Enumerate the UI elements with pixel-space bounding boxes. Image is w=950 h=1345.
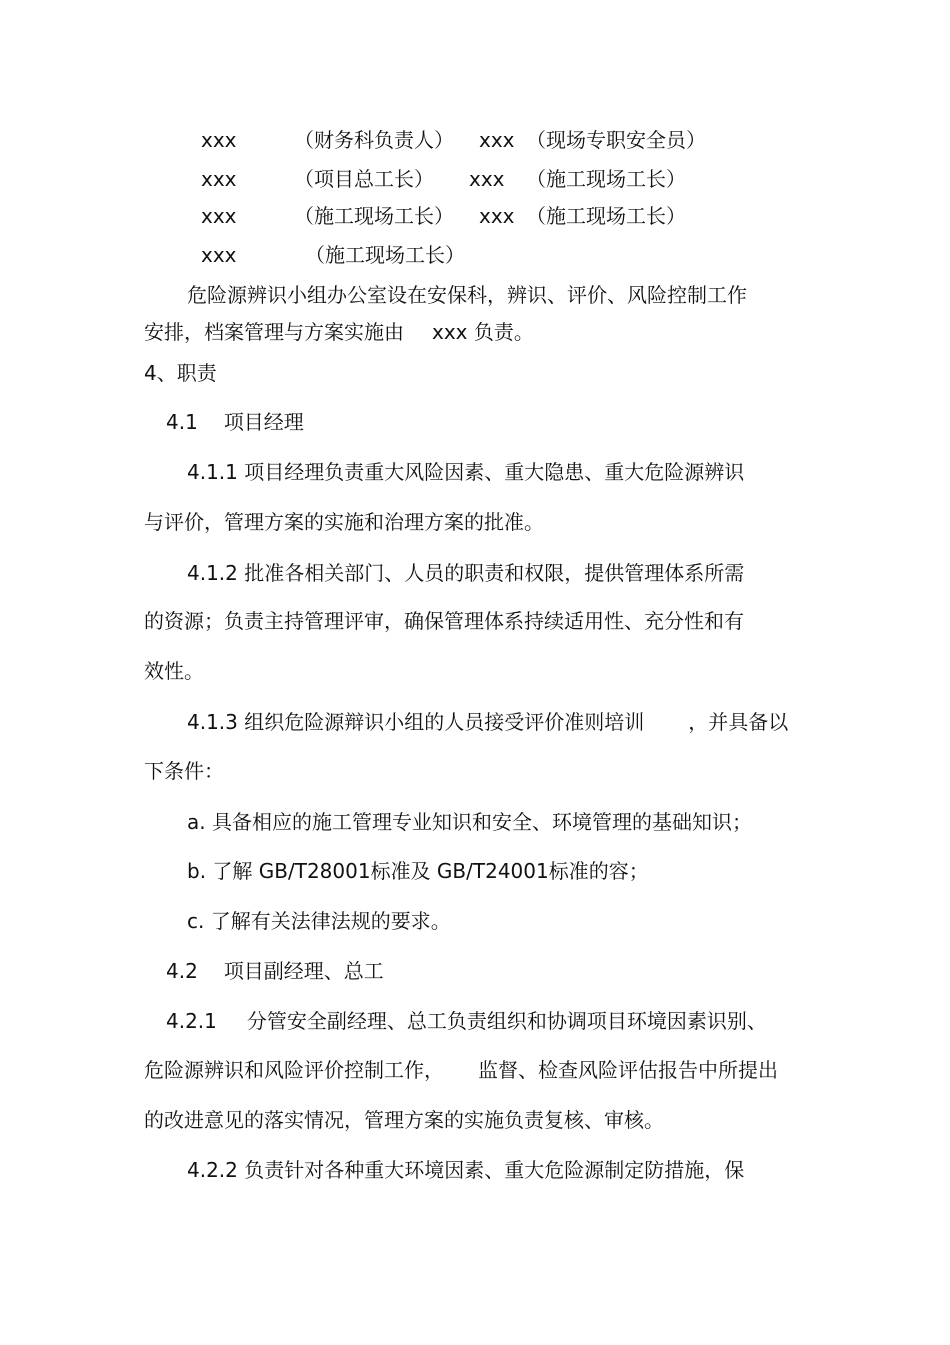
staff-role: （施工现场工长）: [526, 167, 686, 191]
staff-name: xxx: [201, 167, 237, 191]
office-text: 安排，档案管理与方案实施由: [144, 320, 404, 344]
staff-role: （施工现场工长）: [305, 243, 465, 267]
subsection-title: 项目经理: [223, 410, 304, 434]
staff-name: xxx: [479, 204, 515, 228]
paragraph-text: ，并具备以: [688, 710, 789, 734]
staff-name: xxx: [479, 128, 515, 152]
subsection-number: 4.2: [166, 959, 198, 983]
subsection-title: 项目副经理、总工: [223, 959, 384, 983]
staff-role: （财务科负责人）: [294, 128, 454, 152]
list-item: c. 了解有关法律法规的要求。: [187, 909, 451, 933]
staff-role: （施工现场工长）: [526, 204, 686, 228]
office-text: xxx 负责。: [432, 320, 534, 344]
paragraph-line: 4.1.2 批准各相关部门、人员的职责和权限，提供管理体系所需: [187, 561, 745, 585]
office-paragraph-line: [144, 320, 534, 344]
staff-name: xxx: [201, 243, 237, 267]
paragraph-text: 监督、检查风险评估报告中所提出: [478, 1058, 778, 1082]
office-paragraph-line: 危险源辨识小组办公室设在安保科，辨识、评价、风险控制工作: [187, 283, 747, 307]
subsection-heading: [166, 959, 384, 983]
paragraph-text: 分管安全副经理、总工负责组织和协调项目环境因素识别、: [246, 1009, 767, 1033]
staff-name: xxx: [201, 128, 237, 152]
paragraph-text: 危险源辨识和风险评价控制工作，: [144, 1058, 444, 1082]
paragraph-line: [187, 710, 788, 734]
subsection-heading: [166, 410, 304, 434]
section-heading: 4、职责: [144, 361, 217, 385]
paragraph-line: 4.1.1 项目经理负责重大风险因素、重大隐患、重大危险源辨识: [187, 460, 745, 484]
staff-role: （施工现场工长）: [294, 204, 454, 228]
staff-name: xxx: [201, 204, 237, 228]
paragraph-number: 4.2.1: [166, 1009, 217, 1033]
staff-role: （项目总工长）: [294, 167, 434, 191]
paragraph-line: [166, 1009, 767, 1033]
paragraph-line: 与评价，管理方案的实施和治理方案的批准。: [144, 510, 544, 534]
list-item: a. 具备相应的施工管理专业知识和安全、环境管理的基础知识；: [187, 810, 752, 834]
paragraph-line: 的改进意见的落实情况，管理方案的实施负责复核、审核。: [144, 1108, 664, 1132]
staff-name: xxx: [469, 167, 505, 191]
paragraph-line: [144, 1058, 778, 1082]
paragraph-line: 4.2.2 负责针对各种重大环境因素、重大危险源制定防措施，保: [187, 1158, 745, 1182]
staff-role: （现场专职安全员）: [526, 128, 706, 152]
paragraph-line: 下条件：: [144, 759, 224, 783]
paragraph-line: 的资源；负责主持管理评审，确保管理体系持续适用性、充分性和有: [144, 609, 744, 633]
subsection-number: 4.1: [166, 410, 198, 434]
paragraph-text: 4.1.3 组织危险源辩识小组的人员接受评价准则培训: [187, 710, 645, 734]
list-item: b. 了解 GB/T28001标准及 GB/T24001标准的容；: [187, 859, 649, 883]
paragraph-line: 效性。: [144, 659, 204, 683]
